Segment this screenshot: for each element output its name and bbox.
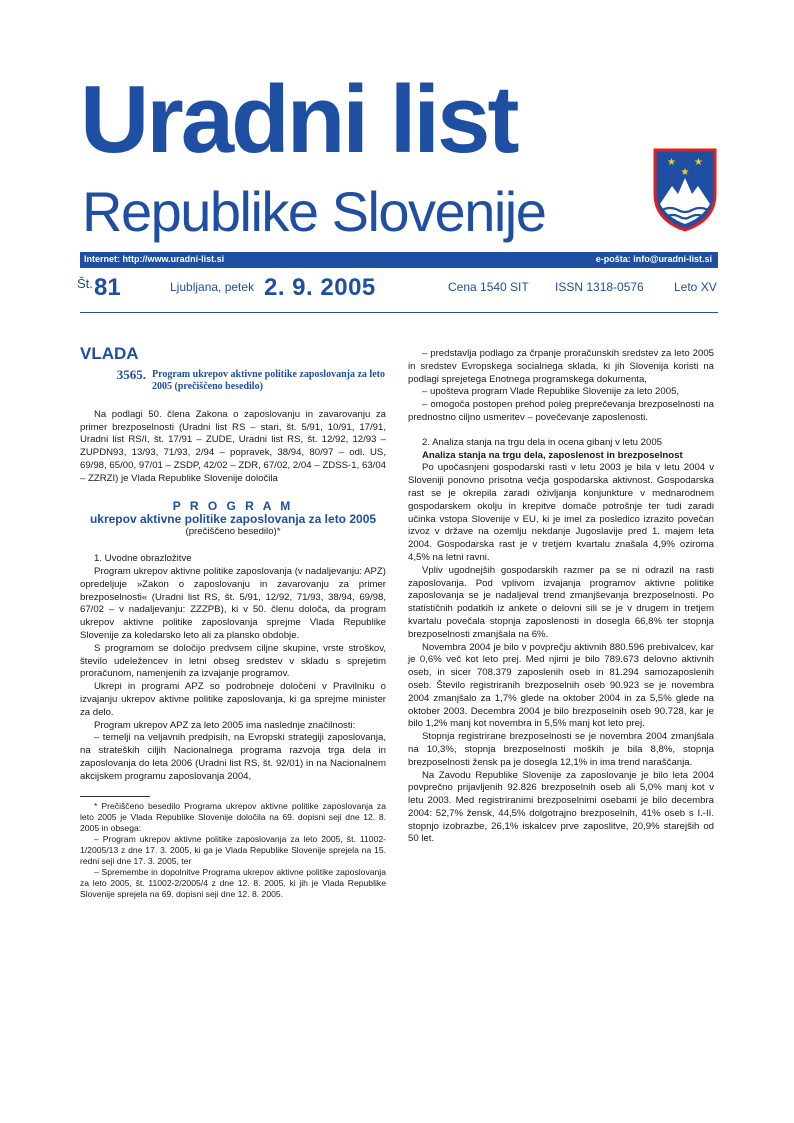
- section-heading: VLADA: [80, 344, 139, 363]
- paragraph: – omogoča postopen prehod poleg preprečevanja brezposelnosti na prednostno ciljno usmeritev – povečevanje zaposlenosti.: [408, 399, 714, 423]
- contact-bar: [80, 252, 718, 268]
- paragraph: 1. Uvodne obrazložitve: [94, 553, 192, 565]
- issue-price: Cena 1540 SIT: [448, 280, 529, 294]
- paragraph: – predstavlja podlago za črpanje proračunskih sredstev za leto 2005 in sredstev Evropskega socialnega sklada, ki jih Slovenija koristi na podlagi sprejetega Enotnega programskega dokumenta,: [408, 348, 714, 385]
- paragraph: Na Zavodu Republike Slovenije za zaposlovanje je bilo leta 2004 povprečno prijavljenih 92.826 brezposelnih oseb ali 5,0% manj kot v letu 2003. Med registriranimi brezposelnimi osebami je bilo decembra 2004: 52,7% žensk, 44,5% dolgotrajno brezposelnih, 41% oseb s I.-II. stopnjo izobrazbe, 26,1% iskalcev prve zaposlitve, 20,9% starejših od 50 let.: [408, 769, 714, 845]
- svg-text:★: ★: [680, 167, 690, 178]
- paragraph: Stopnja registrirane brezposelnosti se je novembra 2004 zmanjšala na 10,3%, stopnja brezposelnosti moških je bila 8,8%, stopnja brezposelnosti žensk pa je dosegla 12,1% in ima trend naraščanja.: [408, 731, 714, 768]
- paragraph: S programom se določijo predvsem ciljne skupine, vrste stroškov, število udeležencev in letni obseg sredstev v skladu s sprejetim proračunom, namenjenih za izvajanje programov.: [80, 642, 386, 680]
- paragraph: Po upočasnjeni gospodarski rasti v letu 2003 je bila v letu 2004 v Sloveniji ponovno prisotna večja gospodarska aktivnost. Gospodarska rast se je okrepila zaradi oživljanja konjunkture v mednarodnem gospodarskem okolju in krepitve domače potrošnje ter tudi zaradi učinka vstopa Slovenije v EU, ki je imel za posledico izrazito povečan izvoz v države na ozemlju nekdanje Jugoslavije pred 1. majem leta 2004. Gospodarska rast je v tretjem kvartalu znašala 4,9% oziroma 4,5% na letni ravni.: [408, 462, 714, 563]
- issue-label: Št.: [77, 276, 93, 291]
- program-subtitle: ukrepov aktivne politike zaposlovanja za leto 2005: [89, 512, 377, 527]
- footnote: – Program ukrepov aktivne politike zaposlovanja za leto 2005, št. 11002-1/2005/13 z dne 17. 3. 2005, ki ga je Vlada Republike Slovenije sprejela na 15. redni seji dne 17. 3. 2005, ter: [80, 833, 386, 866]
- footnote-rule: [80, 796, 150, 797]
- intro-paragraph: Na podlagi 50. člena Zakona o zaposlovanju in zavarovanju za primer brezposelnosti (Uradni list RS – stari, št. 5/91, 10/91, 17/91, Uradni list RS/I, št. 17/91 – ZUDE, Uradni list RS, št. 12/92, 12/93 – ZUPDN93, 13/93, 71/93, 2/94 – popravek, 38/94, 80/97 – odl. US, 69/98, 65/00, 97/01 – ZSDP, 42/02 – ZDR, 67/02, 2/04 – ZDSS-1, 63/04 – ZZRZI) je Vlada Republike Slovenije določila: [80, 408, 386, 484]
- section-title: 2. Analiza stanja na trgu dela in ocena gibanj v letu 2005: [422, 436, 663, 448]
- paragraph: Program ukrepov aktivne politike zaposlovanja (v nadaljevanju: APZ) opredeljuje »Zakon o zaposlovanju in zavarovanju za primer brezposelnosti« (Uradni list RS, št. 5/91, 12/92, 71/93, 38/94, 69/98, 67/02 – v nadaljevanju: ZZZPB), ki v 50. členu določa, da program ukrepov aktivne politike zaposlovanja sprejme Vlada Republike Slovenije za koledarsko leto ali za plansko obdobje.: [80, 565, 386, 641]
- left-column: [80, 344, 386, 900]
- svg-text:★: ★: [667, 157, 676, 168]
- issue-year: Leto XV: [674, 280, 717, 294]
- masthead-title: Uradni list: [80, 66, 517, 173]
- issue-number: 81: [94, 274, 121, 301]
- act-number: 3565.: [116, 366, 146, 382]
- header-rule: [80, 312, 718, 313]
- footnote: – Spremembe in dopolnitve Programa ukrepov aktivne politike zaposlovanja za leto 2005, št. 11002-2/2005/4 z dne 12. 8. 2005, ki jih je Vlada Republike Slovenije sprejela na 69. dopisni seji dne 12. 8. 2005.: [80, 866, 386, 899]
- slovenia-coat-of-arms-icon: [652, 148, 718, 232]
- paragraph: – upošteva program Vlade Republike Slovenije za leto 2005,: [422, 386, 680, 398]
- program-note: (prečiščeno besedilo)*: [185, 526, 281, 538]
- paragraph: – temelji na veljavnih predpisih, na Evropski strategiji zaposlovanja, na strateških ciljih Nacionalnega programa razvoja trga dela in zaposlovanja do leta 2006 (Uradni list RS, št. 92/01) in na Nacionalnem akcijskem programu zaposlovanja 2004,: [80, 732, 386, 782]
- footnote: * Prečiščeno besedilo Programa ukrepov aktivne politike zaposlovanja za leto 2005 je Vlada Republike Slovenije določila na 69. dopisni seji dne 12. 8. 2005 in obsega:: [80, 800, 386, 833]
- email-link[interactable]: e-pošta: info@uradni-list.si: [595, 254, 712, 264]
- paragraph: Ukrepi in programi APZ so podrobneje določeni v Pravilniku o izvajanju ukrepov aktivne politike zaposlovanja, ki ga sprejme minister za delo.: [80, 681, 386, 718]
- paragraph: Novembra 2004 je bilo v povprečju aktivnih 880.596 prebivalcev, kar je 0,6% več kot leto prej. Med njimi je bilo 789.673 delovno aktivnih oseb, in sicer 708.379 zaposlenih oseb in 81.294 samozaposlenih oseb. Število registriranih brezposelnih oseb 90.923 se je novembra 2004 zmanjšalo za 1,7% glede na oktober 2004 in za 5,5% glede na oktober 2003. Decembra 2004 je bilo brezposelnih oseb 90.728, kar je bilo 1,2% manj kot novembra in 5,5% manj kot leto prej.: [408, 641, 714, 730]
- issue-place: Ljubljana, petek: [170, 280, 255, 294]
- act-title: Program ukrepov aktivne politike zaposlovanja za leto 2005 (prečiščeno besedilo): [152, 368, 385, 392]
- act-header: [80, 366, 386, 393]
- issue-issn: ISSN 1318-0576: [555, 280, 644, 294]
- paragraph: Vpliv ugodnejših gospodarskih razmer pa se ni odrazil na rasti zaposlovanja. Pod vplivom izvajanja programov aktivne politike zaposlovanja se je nadaljeval trend zmanjševanja brezposelnosti. Po statističnih podatkih iz ankete o delovni sili se je v drugem in tretjem kvartalu povečala stopnja zaposlenosti in dosegla 66,8% ter stopnja brezposelnosti zmanjšala na 6%.: [408, 564, 714, 640]
- svg-text:★: ★: [694, 157, 703, 168]
- internet-link[interactable]: Internet: http://www.uradni-list.si: [84, 254, 225, 264]
- issue-date: 2. 9. 2005: [264, 274, 376, 301]
- masthead-subtitle: Republike Slovenije: [82, 180, 546, 243]
- paragraph: Program ukrepov APZ za leto 2005 ima naslednje značilnosti:: [94, 719, 356, 731]
- right-column: [408, 348, 714, 846]
- subsection-title: Analiza stanja na trgu dela, zaposlenost in brezposelnost: [422, 449, 683, 461]
- program-heading: P R O G R A M: [172, 498, 294, 513]
